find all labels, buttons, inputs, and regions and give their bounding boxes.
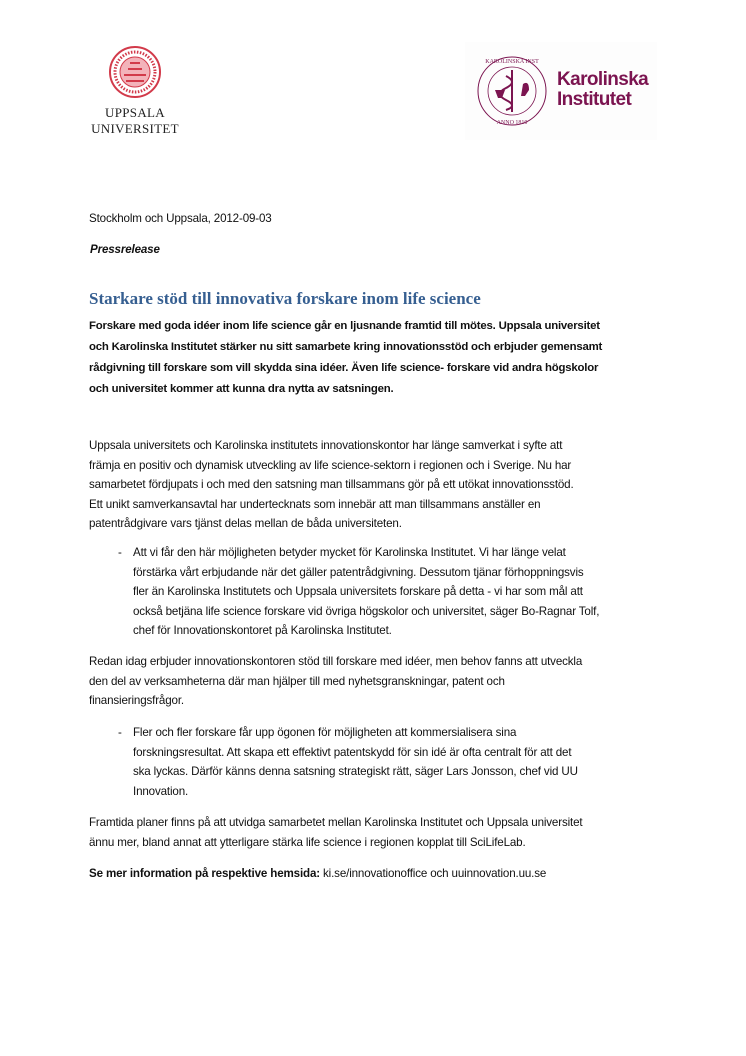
bullet-dash: - — [118, 726, 122, 739]
uppsala-logo-line2: UNIVERSITET — [91, 121, 179, 136]
lead-line: och universitet kommer att kunna dra nytta av satsningen. — [89, 383, 394, 395]
lead-line: Forskare med goda idéer inom life science går en ljusnande framtid till mötes. Uppsala universitet — [89, 320, 600, 332]
bullet-dash: - — [118, 546, 122, 559]
svg-text:ANNO 1810: ANNO 1810 — [496, 120, 528, 126]
quote-2 — [118, 723, 578, 801]
more-info — [89, 864, 546, 884]
karolinska-institutet-logo — [465, 42, 657, 140]
paragraph-2 — [89, 652, 582, 711]
paragraph-line: främja en positiv och dynamisk utveckling av life science-sektorn i regionen och i Sverige. Nu har — [89, 458, 572, 472]
quote-line: fler än Karolinska Institutets och Uppsala universitets forskare på detta - vi har som mål att — [133, 585, 583, 599]
svg-text:KAROLINSKA INST: KAROLINSKA INST — [485, 59, 539, 65]
quote-line: Fler och fler forskare får upp ögonen för möjligheten att kommersialisera sina — [133, 726, 517, 739]
quote-line: Innovation. — [133, 784, 189, 798]
quote-line: också betjäna life science forskare vid övriga högskolor och universitet, säger Bo-Ragnar Tolf, — [133, 604, 600, 618]
paragraph-line: Uppsala universitets och Karolinska institutets innovationskontor har länge samverkat i syfte att — [89, 439, 563, 452]
quote-line: ska lyckas. Därför känns denna satsning strategiskt rätt, säger Lars Jonsson, chef vid UU — [133, 765, 578, 779]
more-info-label: Se mer information på respektive hemsida: — [89, 867, 320, 880]
paragraph-line: Framtida planer finns på att utvidga samarbetet mellan Karolinska Institutet och Uppsala universitet — [89, 816, 583, 829]
lead-paragraph — [89, 316, 602, 400]
paragraph-line: Redan idag erbjuder innovationskontoren stöd till forskare med idéer, men behov fanns att utveckla — [89, 655, 583, 668]
uppsala-university-logo — [80, 45, 190, 137]
paragraph-line: Ett unikt samverkansavtal har undertecknats som innebär att man tillsammans anställer en — [89, 497, 541, 511]
uppsala-logo-line1: UPPSALA — [105, 105, 165, 120]
paragraph-line: finansieringsfrågor. — [89, 694, 184, 708]
paragraph-line: den del av verksamheterna där man hjälper till med nyhetsgranskningar, patent och — [89, 674, 505, 688]
paragraph-line: samarbetet fördjupats i och med den satsning man tillsammans gör på ett utökat innovationsstöd. — [89, 478, 574, 492]
document-type: Pressrelease — [90, 243, 160, 256]
paragraph-line: patentrådgivare vars tjänst delas mellan de båda universiteten. — [89, 517, 402, 531]
quote-line: förstärka vårt erbjudande när det gäller patentrådgivning. Dessutom tjänar förhoppningsvis — [133, 565, 584, 579]
quote-line: Att vi får den här möjligheten betyder mycket för Karolinska Institutet. Vi har länge velat — [133, 546, 566, 559]
more-info-links: ki.se/innovationoffice och uuinnovation.uu.se — [319, 867, 547, 880]
karolinska-logo-line1: Karolinska — [557, 69, 649, 90]
lead-line: och Karolinska Institutet stärker nu sitt samarbete kring innovationsstöd och erbjuder gemensamt — [89, 341, 603, 353]
paragraph-1 — [89, 436, 574, 534]
karolinska-logo-line2: Institutet — [557, 89, 632, 110]
paragraph-line: ännu mer, bland annat att ytterligare stärka life science i regionen kopplat till SciLifeLab. — [89, 835, 526, 849]
karolinska-seal-icon — [475, 54, 549, 128]
dateline: Stockholm och Uppsala, 2012-09-03 — [89, 212, 272, 225]
quote-line: chef för Innovationskontoret på Karolinska Institutet. — [133, 624, 392, 638]
uppsala-seal-icon — [108, 45, 162, 99]
page-title: Starkare stöd till innovativa forskare inom life science — [89, 289, 481, 308]
quote-line: forskningsresultat. Att skapa ett effektivt patentskydd för sin idé är ofta centralt för att det — [133, 745, 572, 759]
paragraph-3 — [89, 813, 582, 852]
lead-line: rådgivning till forskare som vill skydda sina idéer. Även life science- forskare vid andra högskolor — [89, 362, 599, 374]
quote-1 — [118, 543, 600, 641]
